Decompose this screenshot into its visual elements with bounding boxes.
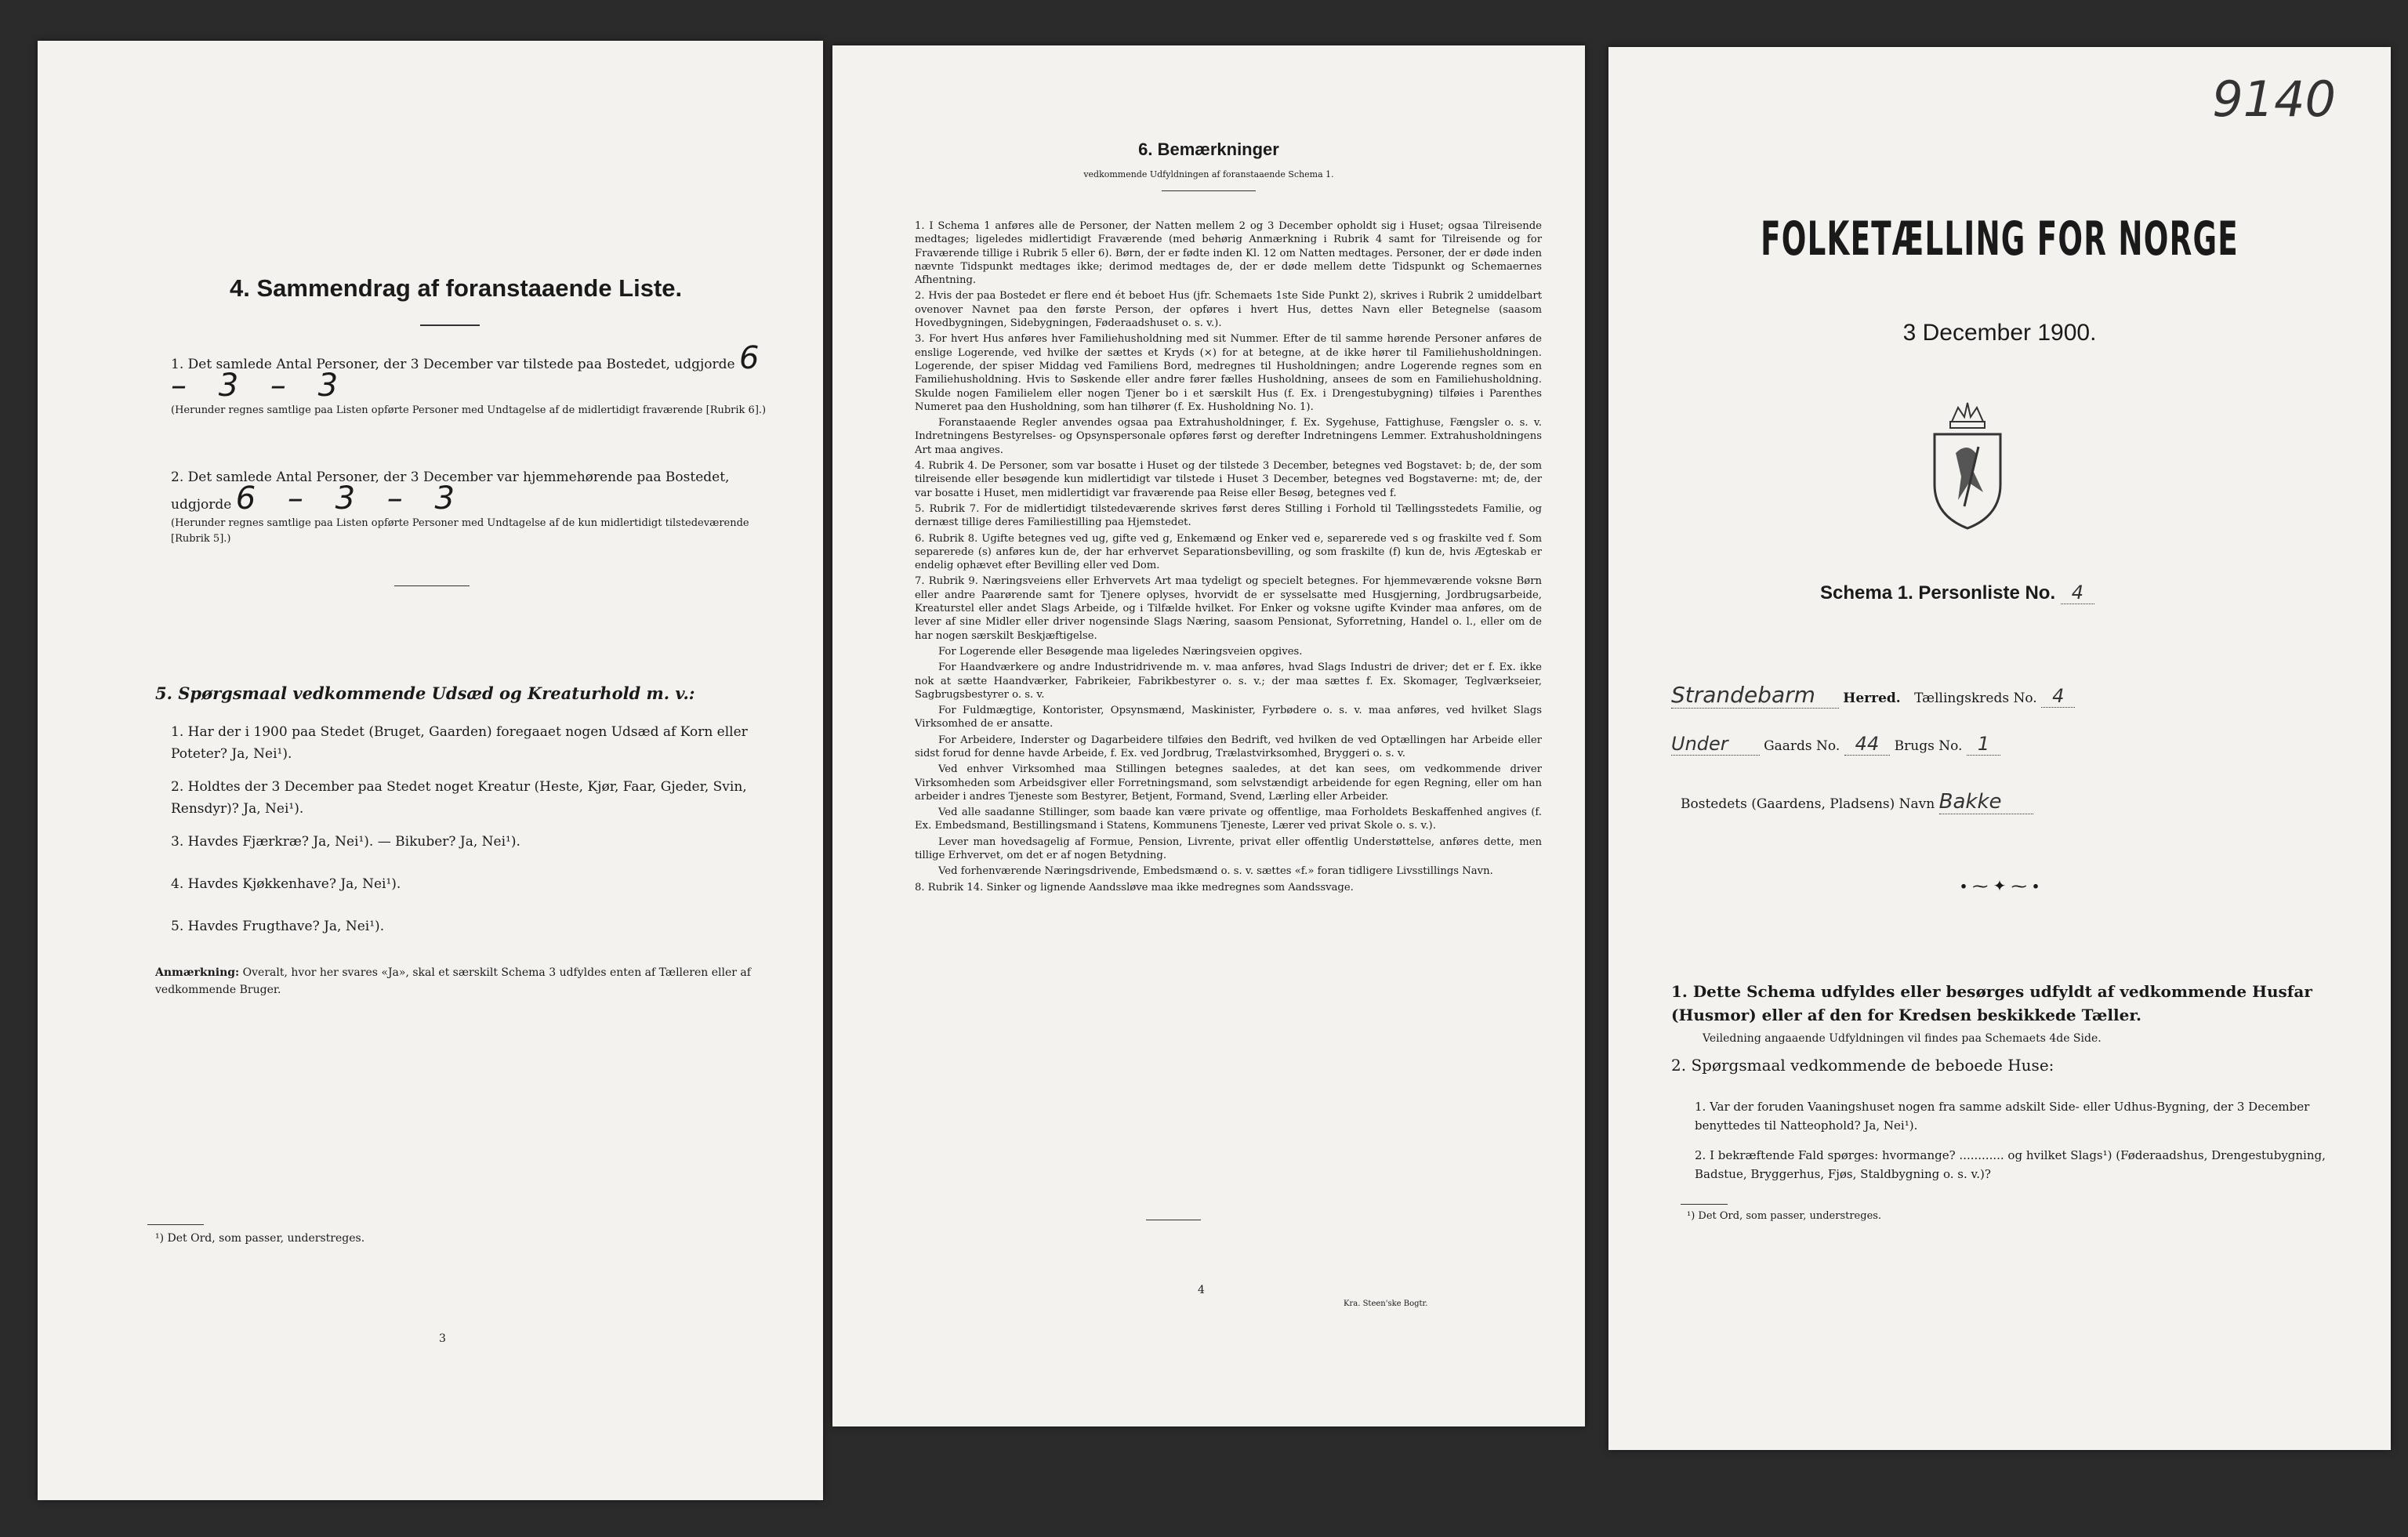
gaard-label: Gaards No. <box>1764 738 1840 754</box>
summary-item-2 <box>171 467 782 547</box>
house-question-2: 2. I bekræftende Fald spørges: hvormange? ............ og hvilket Slags¹) (Føderaadshus, Drengestubygning, Badstue, Bryggerhus, Fjøs, Staldbygning o. s. v.)? <box>1695 1148 2326 1181</box>
divider <box>420 324 480 326</box>
page-4 <box>832 45 1585 1426</box>
bosted-line <box>1681 790 2370 814</box>
remark-item: 2. Hvis der paa Bostedet er flere end ét beboet Hus (jfr. Schemaets 1ste Side Punkt 2), skrives i Rubrik 2 umiddelbart ovenover Navnet paa den første Person, der opføres i hvert Hus, dettes Navn eller Betegnelse (saasom Hovedbygningen, Sidebygningen, Føderaadshuset o. s. v.). <box>915 290 1542 330</box>
question-1: 1. Har der i 1900 paa Stedet (Bruget, Gaarden) foregaaet nogen Udsæd af Korn eller Poteter? Ja, Nei¹). <box>171 724 748 762</box>
house-question-1: 1. Var der foruden Vaaningshuset nogen fra samme adskilt Side- eller Udhus-Bygning, der 3 December benyttedes til Natteophold? Ja, Nei¹). <box>1695 1100 2310 1133</box>
kreds-number: 4 <box>2041 685 2075 708</box>
kreds-label: Tællingskreds No. <box>1914 691 2037 706</box>
page-number: 3 <box>439 1332 446 1345</box>
gaard-line <box>1671 733 2361 755</box>
footnote: ¹) Det Ord, som passer, understreges. <box>155 1232 365 1245</box>
remark-item: Ved forhenværende Næringsdrivende, Embedsmænd o. s. v. sættes «f.» foran tidligere Livsstillings Navn. <box>938 865 1493 878</box>
remark-item: 8. Rubrik 14. Sinker og lignende Aandssløve maa ikke medregnes som Aandssvage. <box>915 881 1354 894</box>
brug-label: Brugs No. <box>1894 738 1963 754</box>
bosted-label: Bostedets (Gaardens, Pladsens) Navn <box>1681 796 1935 812</box>
printer-imprint: Kra. Steen'ske Bogtr. <box>1344 1300 1428 1308</box>
footnote-divider <box>147 1224 204 1225</box>
page-3 <box>38 41 823 1500</box>
remark <box>155 964 782 999</box>
remark-item: 5. Rubrik 7. For de midlertidigt tilstedeværende skrives først deres Stilling i Forhold til Tællingsstedets Familie, og dernæst tillige deres Familiestilling paa Hjemstedet. <box>915 502 1542 529</box>
herred-line <box>1671 682 2361 708</box>
instruction-1 <box>1671 980 2345 1077</box>
section-6-heading: 6. Bemærkninger <box>1138 140 1279 159</box>
summary-item-1-text: 1. Det samlede Antal Personer, der 3 December var tilstede paa Bostedet, udgjorde <box>171 357 735 372</box>
remark-item: For Arbeidere, Inderster og Dagarbeidere tilføies den Bedrift, ved hvilken de ved Optællingen har Arbeide eller sidst forud for denne havde Arbeide, f. Ex. ved Jordbrug, Trælastvirksomhed, Bryggeri o. s. v. <box>915 734 1542 759</box>
archive-number-stamp: 9140 <box>2212 71 2336 128</box>
remark-item: For Logerende eller Besøgende maa ligeledes Næringsveien opgives. <box>938 645 1303 658</box>
question-3: 3. Havdes Fjærkræ? Ja, Nei¹). — Bikuber? Ja, Nei¹). <box>171 834 520 850</box>
question-5: 5. Havdes Frugthave? Ja, Nei¹). <box>171 919 385 934</box>
remark-label: Anmærkning: <box>155 966 240 979</box>
page-title: FOLKETÆLLING FOR NORGE <box>1761 212 2239 266</box>
remark-item: Ved alle saadanne Stillinger, som baade kan være private og offentlige, maa Forholdets Beskaffenhed angives (f. Ex. Embedsmand, Bestillingsmand i Statens, Kommunens Tjeneste, Lærer ved privat Skole o. s. v.). <box>915 807 1542 832</box>
herred-value: Strandebarm <box>1671 682 1839 709</box>
remark-item: Lever man hovedsagelig af Formue, Pension, Livrente, privat eller offentlig Understøttelse, anføres dette, men tillige Erhvervet, om det er af nogen Betydning. <box>915 836 1542 862</box>
remark-text: Overalt, hvor her svares «Ja», skal et særskilt Schema 3 udfyldes enten af Tælleren eller af vedkommende Bruger. <box>155 966 751 996</box>
schema-number: 4 <box>2061 582 2094 604</box>
question-4: 4. Havdes Kjøkkenhave? Ja, Nei¹). <box>171 876 401 892</box>
ornament: ∙ ⁓ ✦ ⁓ ∙ <box>1960 876 2040 895</box>
remark-item: 6. Rubrik 8. Ugifte betegnes ved ug, gifte ved g, Enkemænd og Enker ved e, separerede ved s og fraskilte ved f. Som separerede (s) anføres kun de, der har erhvervet Separationsbevilling, og som fraskilte (f) kun de, hvis Ægteskab er endelig ophævet efter Bevilling eller ved Dom. <box>915 532 1542 572</box>
remarks-list <box>915 219 1542 897</box>
summary-item-1-note: (Herunder regnes samtlige paa Listen opførte Personer med Undtagelse af de midlertidigt fraværende [Rubrik 6].) <box>171 404 767 416</box>
summary-item-2-fill: 6 – 3 – 3 <box>235 480 466 517</box>
census-date: 3 December 1900. <box>1902 320 2097 346</box>
divider <box>1162 190 1256 191</box>
instruction-2: 2. Spørgsmaal vedkommende de beboede Huse: <box>1671 1056 2054 1075</box>
page-number: 4 <box>1198 1284 1205 1296</box>
divider <box>394 585 470 586</box>
schema-line <box>1820 582 2094 604</box>
page-1 <box>1608 47 2391 1450</box>
summary-item-1 <box>171 340 782 419</box>
instruction-1-text: 1. Dette Schema udfyldes eller besørges udfyldt af vedkommende Husfar (Husmor) eller af den for Kredsen beskikkede Tæller. <box>1671 982 2312 1024</box>
footnote: ¹) Det Ord, som passer, understreges. <box>1687 1210 1882 1222</box>
remark-item: 4. Rubrik 4. De Personer, som var bosatte i Huset og der tilstede 3 December, betegnes ved Bogstavet: b; de, der som tilreisende eller besøgende kun midlertidigt var tilstede i Huset 3 December, betegnes ved Bogstaverne: mt; de, der var bosatte i Huset, men midlertidigt var fraværende paa Reise eller Besøg, betegnes ved f. <box>915 460 1542 499</box>
bosted-value: Bakke <box>1939 790 2033 814</box>
footnote-divider <box>1681 1204 1728 1205</box>
instruction-1-small: Veiledning angaaende Udfyldningen vil findes paa Schemaets 4de Side. <box>1703 1032 2102 1045</box>
coat-of-arms-icon <box>1920 398 2015 531</box>
remark-item: 1. I Schema 1 anføres alle de Personer, der Natten mellem 2 og 3 December opholdt sig i Huset; ogsaa Tilreisende medtages; ligeledes midlertidigt Fraværende (med behørig Anmærkning i Rubrik 4 samt for Tilreisende og for Fraværende tillige i Rubrik 5 eller 6). Børn, der er fødte inden Kl. 12 om Natten medtages. Personer, der er døde inden nævnte Tidspunkt medtages ikke; derimod medtages de, der er døde mellem dette Tidspunkt og Schemaernes Afhentning. <box>915 220 1542 287</box>
gaard-prefix: Under <box>1671 733 1760 756</box>
section-5-heading: 5. Spørgsmaal vedkommende Udsæd og Kreaturhold m. v.: <box>155 683 695 703</box>
question-2: 2. Holdtes der 3 December paa Stedet noget Kreatur (Heste, Kjør, Faar, Gjeder, Svin, Rensdyr)? Ja, Nei¹). <box>171 779 747 817</box>
herred-label: Herred. <box>1843 691 1901 706</box>
section-4-heading: 4. Sammendrag af foranstaaende Liste. <box>230 274 683 302</box>
remark-item: 7. Rubrik 9. Næringsveiens eller Erhvervets Art maa tydeligt og specielt betegnes. For hjemmeværende voksne Børn eller andre Paarørende samt for Tjenere oplyses, hvorvidt de er sysselsatte med Husgjerning, Jordbrugsarbeide, Kreaturstel eller andet Slags Arbeide, og i Tilfælde hvilket. For Enker og voksne ugifte Kvinder maa anføres, om de lever af sine Midler eller driver nogensinde Slags Næring, saasom Pensionat, Syforretning, Handel o. l., eller om de har nogen særskilt Beskjæftigelse. <box>915 575 1542 642</box>
remark-item: 3. For hvert Hus anføres hver Familiehusholdning med sit Nummer. Efter de til samme hørende Personer anføres de enslige Logerende, ved hvilke der sættes et Kryds (×) for at betegne, at de ikke hører til Familiehusholdningen. Logerende, der spiser Middag ved Familiens Bord, medregnes til Husholdningen; andre Logerende regnes som en Familiehusholdning. Hvis to Søskende eller andre fører fælles Husholdning, ansees de som en Familiehusholdning. Skulde nogen Familielem eller nogen Tjener bo i et særskilt Hus (f. Ex. i Drengestubygning) tilføies i Parenthes Numeret paa den Husholdning, som han tilhører (f. Ex. Husholdning No. 1). <box>915 333 1542 413</box>
schema-label: Schema 1. Personliste No. <box>1820 582 2056 604</box>
summary-item-2-text: 2. Det samlede Antal Personer, der 3 December var hjemmehørende paa Bostedet, udgjorde <box>171 469 730 513</box>
gaard-number: 44 <box>1844 733 1891 756</box>
remark-item: For Haandværkere og andre Industridrivende m. v. maa anføres, hvad Slags Industri de driver; det er f. Ex. ikke nok at sætte Haandværker, Fabrikeier, Fabrikbestyrer o. s. v.; der maa sættes f. Ex. Skomager, Teglværkseier, Sagbrugsbestyrer o. s. v. <box>915 662 1542 701</box>
remark-item: Ved enhver Virksomhed maa Stillingen betegnes saaledes, at det kan sees, om vedkommende driver Virksomheden som Arbeidsgiver eller Forretningsmand, som selvstændigt arbeidende for egen Regning, eller om han arbeider i andres Tjeneste som Bestyrer, Betjent, Formand, Svend, Lærling eller Arbeider. <box>915 763 1542 803</box>
section-6-subheading: vedkommende Udfyldningen af foranstaaende Schema 1. <box>1083 169 1334 179</box>
summary-item-1-fill: 6 – 3 – 3 <box>171 340 771 404</box>
summary-item-2-note: (Herunder regnes samtlige paa Listen opførte Personer med Undtagelse af de kun midlertidigt tilstedeværende [Rubrik 5].) <box>171 517 749 545</box>
brug-number: 1 <box>1967 733 2000 756</box>
remark-item: For Fuldmægtige, Kontorister, Opsynsmænd, Maskinister, Fyrbødere o. s. v. maa anføres, ved hvilket Slags Virksomhed de er ansatte. <box>915 705 1542 730</box>
remark-item: Foranstaaende Regler anvendes ogsaa paa Extrahusholdninger, f. Ex. Sygehuse, Fattighuse, Fængsler o. s. v. Indretningens Bestyrelses- og Opsynspersonale opføres først og derefter Indretningens Lemmer. Extrahusholdningens Art maa angives. <box>915 417 1542 456</box>
